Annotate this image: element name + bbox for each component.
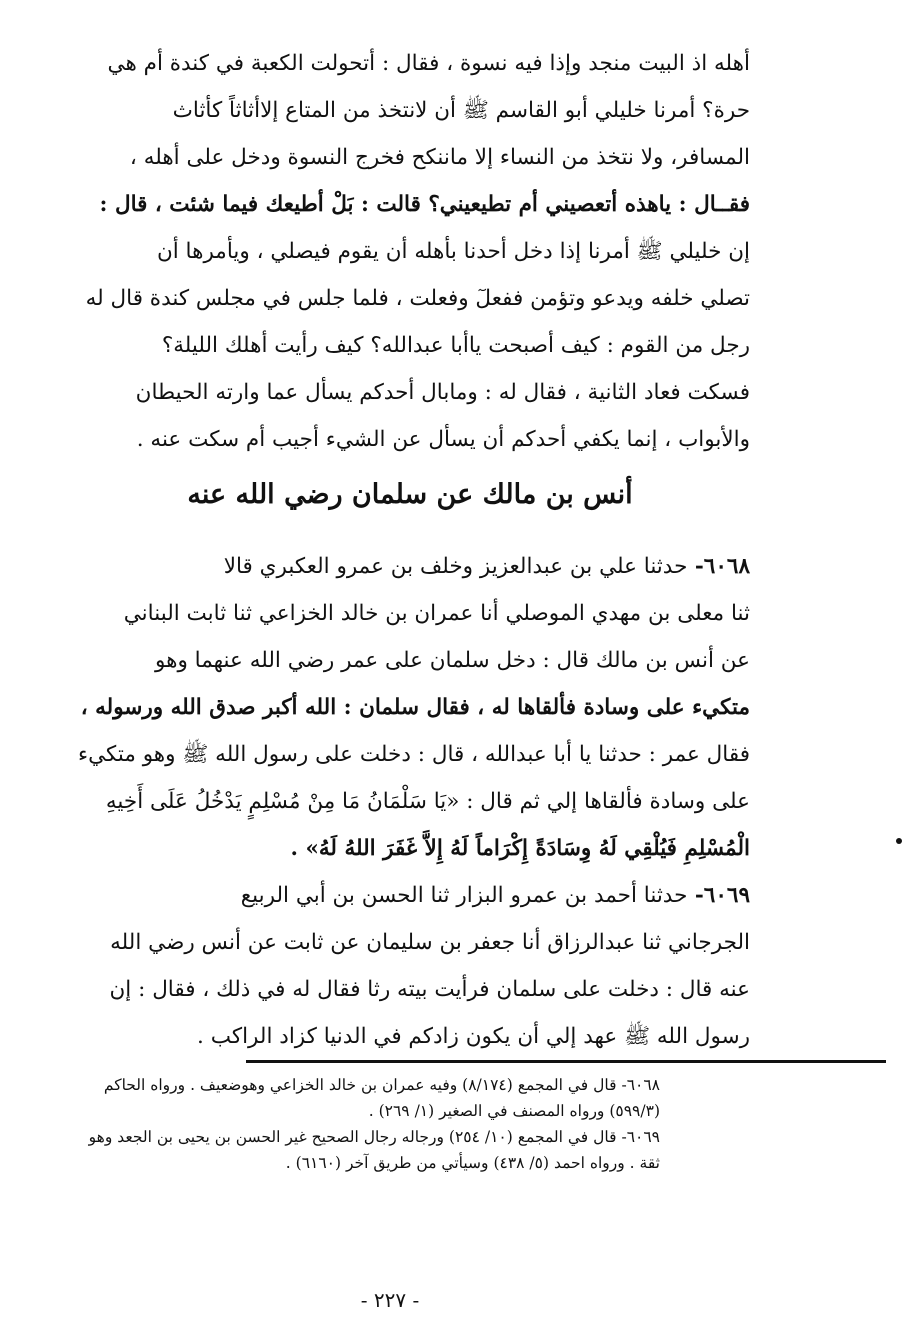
text-line: ٦٠٦٩- حدثنا أحمد بن عمرو البزار ثنا الحسن بن أبي الربيع — [240, 883, 750, 908]
text-line: على وسادة فألقاها إلي ثم قال : «يَا سَلْمَانُ مَا مِنْ مُسْلِمٍ يَدْخُلُ عَلَى أَخِيهِ — [105, 789, 750, 814]
text-line: الْمُسْلِمِ فَيُلْقِي لَهُ وِسَادَةً إِكْرَاماً لَهُ إِلاَّ غَفَرَ اللهُ لَهُ» . — [290, 836, 750, 861]
footnote-line: ٦٠٦٨- قال في المجمع (٨/١٧٤) وفيه عمران بن خالد الخزاعي وهوضعيف . ورواه الحاكم — [103, 1076, 660, 1094]
text-line: حرة؟ أمرنا خليلي أبو القاسم ﷺ أن لانتخذ من المتاع إلاأثاثاً كأثاث — [172, 98, 750, 123]
text-line: ثنا معلى بن مهدي الموصلي أنا عمران بن خالد الخزاعي ثنا ثابت البناني — [123, 601, 750, 626]
hadith-6069 — [70, 872, 750, 1060]
scan-dot — [896, 838, 902, 844]
text-line: متكيء على وسادة فألقاها له ، فقال سلمان : الله أكبر صدق الله ورسوله ، — [80, 695, 750, 720]
text-line: المسافر، ولا نتخذ من النساء إلا ماننكح فخرج النسوة ودخل على أهله ، — [129, 145, 750, 170]
text-line: فقال عمر : حدثنا يا أبا عبدالله ، قال : دخلت على رسول الله ﷺ وهو متكيء — [77, 742, 750, 767]
footnote-line: ٦٠٦٩- قال في المجمع (١٠/ ٢٥٤) ورجاله رجال الصحيح غير الحسن بن يحيى بن الجعد وهو — [88, 1128, 660, 1146]
text-line: أهله اذ البيت منجد وإذا فيه نسوة ، فقال : أتحولت الكعبة في كندة أم هي — [107, 51, 750, 76]
footnote-line: (٥٩٩/٣) ورواه المصنف في الصغير (١/ ٢٦٩) . — [368, 1102, 660, 1120]
text-line: والأبواب ، إنما يكفي أحدكم أن يسأل عن الشيء أجيب أم سكت عنه . — [136, 427, 750, 452]
text-line: فسكت فعاد الثانية ، فقال له : ومابال أحدكم يسأل عما وارته الحيطان — [135, 380, 750, 405]
footnote-divider — [246, 1060, 886, 1063]
text-line: فقــال : ياهذه أتعصيني أم تطيعيني؟ قالت : بَلْ أطيعك فيما شئت ، قال : — [99, 192, 750, 217]
intro-paragraph — [70, 40, 750, 463]
text-line: تصلي خلفه ويدعو وتؤمن ففعلٓ وفعلت ، فلما جلس في مجلس كندة قال له — [85, 286, 750, 311]
text-line: رجل من القوم : كيف أصبحت ياأبا عبدالله؟ كيف رأيت أهلك الليلة؟ — [161, 333, 750, 358]
text-line: الجرجاني ثنا عبدالرزاق أنا جعفر بن سليمان عن ثابت عن أنس رضي الله — [110, 930, 750, 955]
hadith-number: ٦٠٦٩- — [687, 883, 750, 908]
footnotes — [20, 1072, 660, 1176]
text-line: ٦٠٦٨- حدثنا علي بن عبدالعزيز وخلف بن عمرو العكبري قالا — [223, 554, 750, 579]
hadith-number: ٦٠٦٨- — [687, 554, 750, 579]
hadith-6068 — [70, 543, 750, 872]
text-line: عن أنس بن مالك قال : دخل سلمان على عمر رضي الله عنهما وهو — [155, 648, 750, 673]
page-number: - ٢٢٧ - — [360, 1288, 420, 1312]
footnote-line: ثقة . ورواه احمد (٥/ ٤٣٨) وسيأتي من طريق آخر (٦١٦٠) . — [285, 1154, 660, 1172]
section-heading: أنس بن مالك عن سلمان رضي الله عنه — [187, 479, 633, 510]
text-line: رسول الله ﷺ عهد إلي أن يكون زادكم في الدنيا كزاد الراكب . — [197, 1024, 750, 1049]
text-line: عنه قال : دخلت على سلمان فرأيت بيته رثا فقال له في ذلك ، فقال : إن — [109, 977, 750, 1002]
text-line: إن خليلي ﷺ أمرنا إذا دخل أحدنا بأهله أن يقوم فيصلي ، ويأمرها أن — [156, 239, 750, 264]
